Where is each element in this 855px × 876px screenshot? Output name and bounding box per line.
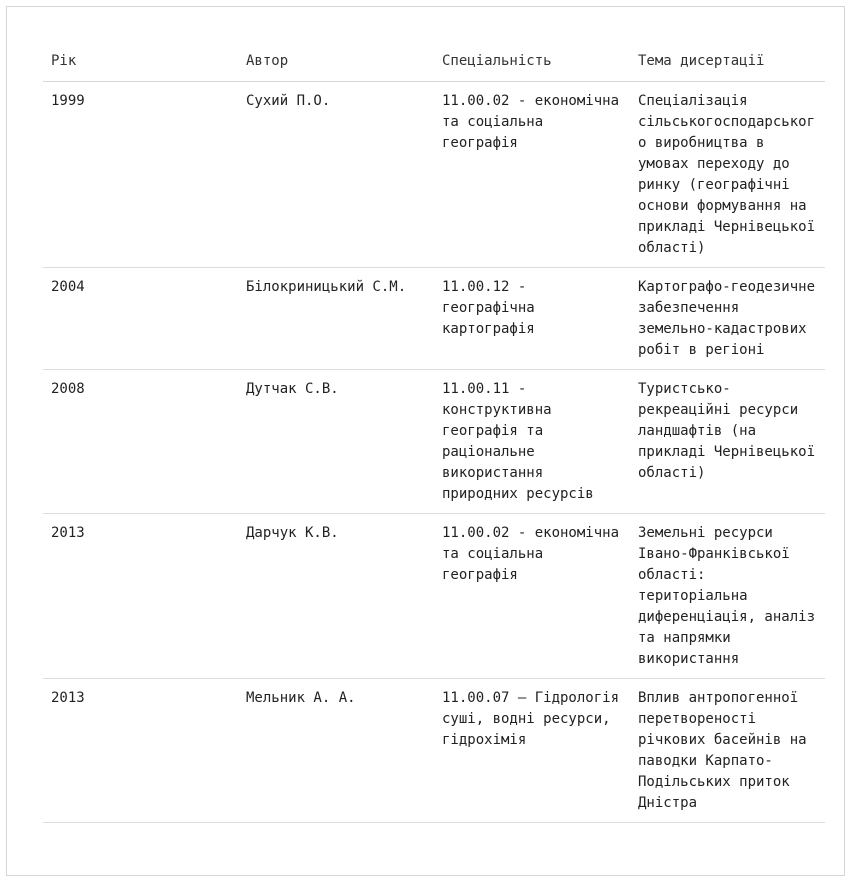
header-specialty: Спеціальність: [434, 39, 630, 82]
cell-specialty: 11.00.12 - географічна картографія: [434, 268, 630, 370]
table-row: [43, 370, 825, 514]
cell-year: 2013: [43, 514, 238, 679]
table-row: [43, 679, 825, 823]
cell-topic: Спеціалізація сільськогосподарського виробництва в умовах переходу до ринку (географічні основи формування на прикладі Чернівецької області): [630, 82, 825, 268]
table-row: [43, 514, 825, 679]
cell-author: Дарчук К.В.: [238, 514, 434, 679]
table-body: [43, 82, 825, 823]
table-header: [43, 39, 825, 82]
header-year: Рік: [43, 39, 238, 82]
header-topic: Тема дисертації: [630, 39, 825, 82]
cell-topic: Картографо-геодезичне забезпечення земельно-кадастрових робіт в регіоні: [630, 268, 825, 370]
table-row: [43, 82, 825, 268]
header-row: [43, 39, 825, 82]
cell-author: Сухий П.О.: [238, 82, 434, 268]
cell-year: 1999: [43, 82, 238, 268]
header-author: Автор: [238, 39, 434, 82]
cell-year: 2013: [43, 679, 238, 823]
cell-year: 2004: [43, 268, 238, 370]
cell-author: Білокриницький С.М.: [238, 268, 434, 370]
dissertations-table: [43, 39, 825, 823]
cell-author: Мельник А. А.: [238, 679, 434, 823]
cell-specialty: 11.00.11 - конструктивна географія та раціональне використання природних ресурсів: [434, 370, 630, 514]
table-row: [43, 268, 825, 370]
cell-specialty: 11.00.02 - економічна та соціальна географія: [434, 514, 630, 679]
cell-specialty: 11.00.02 - економічна та соціальна географія: [434, 82, 630, 268]
cell-year: 2008: [43, 370, 238, 514]
cell-specialty: 11.00.07 – Гідрологія суші, водні ресурси, гідрохімія: [434, 679, 630, 823]
cell-topic: Туристсько-рекреаційні ресурси ландшафтів (на прикладі Чернівецької області): [630, 370, 825, 514]
content-panel: [6, 6, 845, 876]
cell-topic: Земельні ресурси Івано-Франківської області: територіальна диференціація, аналіз та напрямки використання: [630, 514, 825, 679]
cell-author: Дутчак С.В.: [238, 370, 434, 514]
cell-topic: Вплив антропогенної перетвореності річкових басейнів на паводки Карпато-Подільських приток Дністра: [630, 679, 825, 823]
